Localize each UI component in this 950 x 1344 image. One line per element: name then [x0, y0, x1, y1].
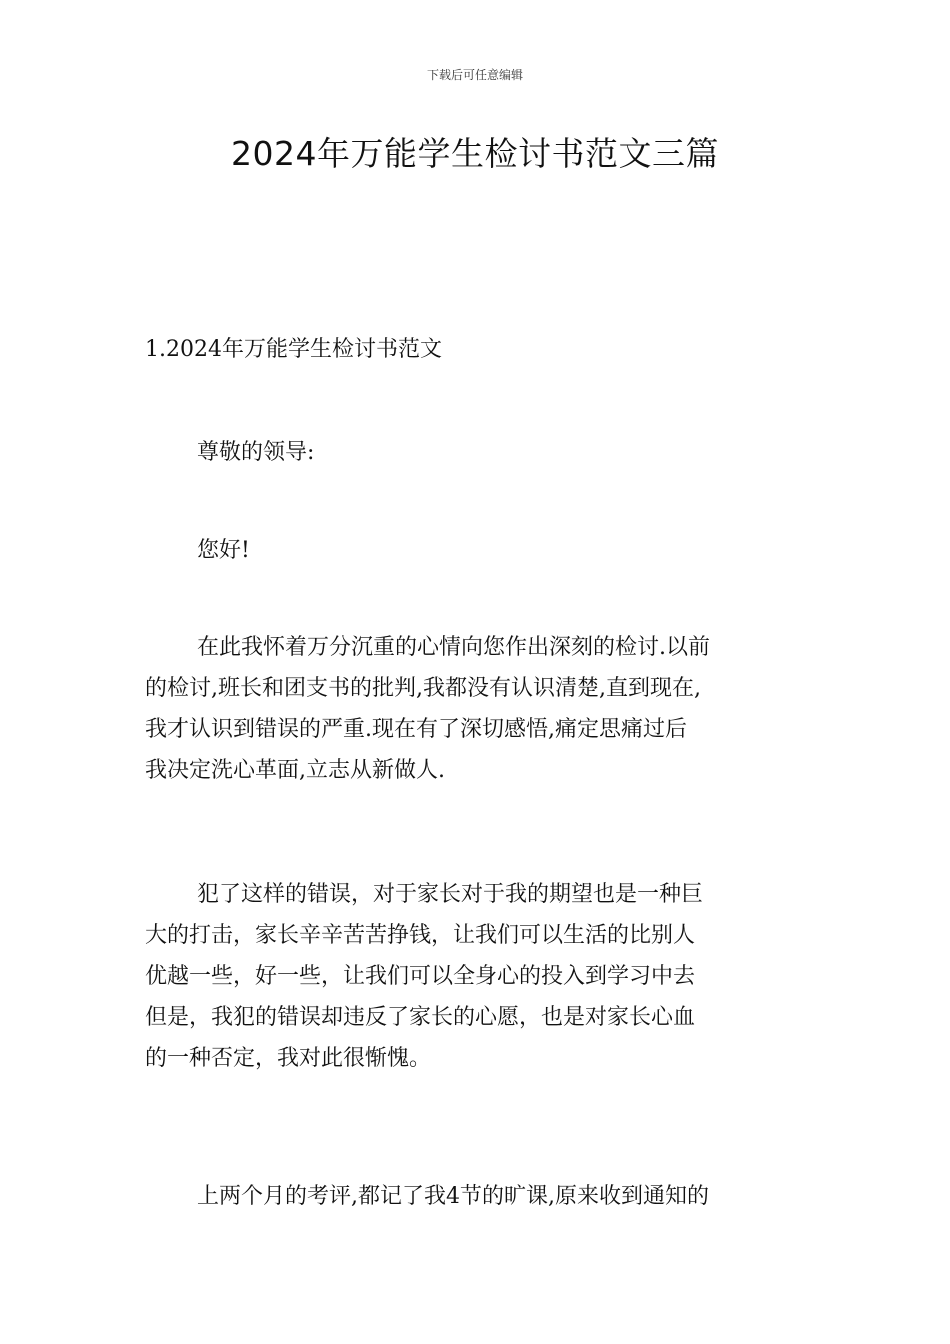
- salutation-paragraph: [145, 432, 813, 473]
- body-paragraph-3: [145, 1176, 813, 1217]
- greeting-paragraph: [145, 530, 813, 571]
- section-heading: 1.2024年万能学生检讨书范文: [145, 337, 442, 362]
- paragraph-line: 但是，我犯的错误却违反了家长的心愿，也是对家长心血: [145, 1005, 696, 1030]
- paragraph-line: 我才认识到错误的严重.现在有了深切感悟,痛定思痛过后: [145, 717, 687, 742]
- body-paragraph-2: [145, 874, 813, 1079]
- paragraph-line: 上两个月的考评,都记了我4节的旷课,原来收到通知的: [197, 1184, 709, 1209]
- paragraph-line: 的一种否定，我对此很惭愧。: [145, 1046, 432, 1071]
- document-title: 2024年万能学生检讨书范文三篇: [231, 134, 719, 173]
- paragraph-line: 的检讨,班长和团支书的批判,我都没有认识清楚,直到现在,: [145, 676, 701, 701]
- greeting: 您好!: [197, 538, 250, 563]
- header-note: 下载后可任意编辑: [426, 68, 523, 82]
- paragraph-line: 在此我怀着万分沉重的心情向您作出深刻的检讨.以前: [197, 635, 710, 660]
- paragraph-line: 大的打击，家长辛辛苦苦挣钱，让我们可以生活的比别人: [145, 923, 696, 948]
- paragraph-line: 优越一些，好一些，让我们可以全身心的投入到学习中去: [145, 964, 696, 989]
- paragraph-line: 我决定洗心革面,立志从新做人.: [145, 758, 445, 783]
- salutation: 尊敬的领导:: [197, 440, 315, 465]
- body-paragraph-1: [145, 627, 813, 791]
- paragraph-line: 犯了这样的错误，对于家长对于我的期望也是一种巨: [197, 882, 704, 907]
